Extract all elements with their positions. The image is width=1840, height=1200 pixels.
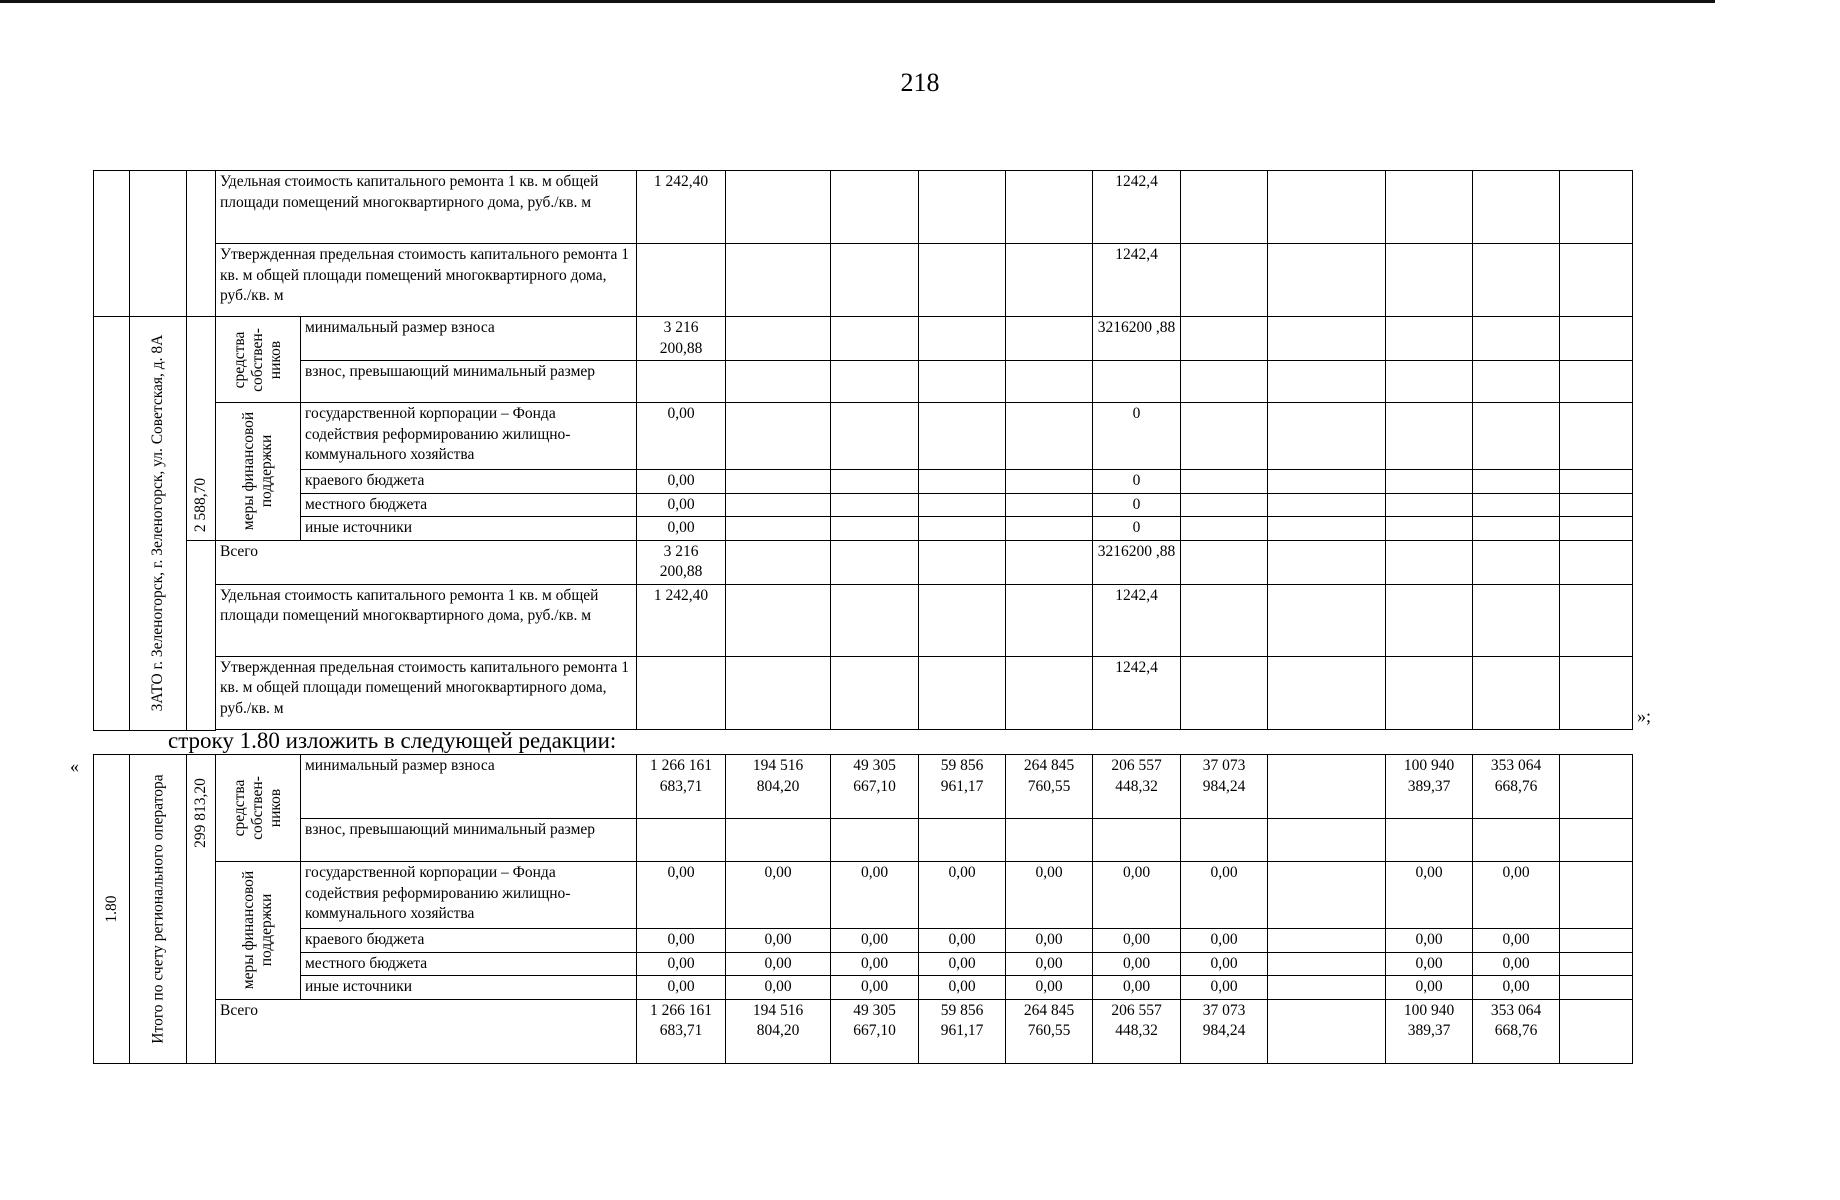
table-row: [94, 819, 1633, 862]
min-contribution-label: минимальный размер взноса: [301, 317, 637, 361]
other-c8: 0,00: [1386, 976, 1473, 1000]
other-c4: 0,00: [1006, 976, 1093, 1000]
table-row: [94, 540, 1633, 584]
house-address: ЗАТО г. Зеленогорск, г. Зеленогорск, ул. Советская, д. 8А: [130, 317, 187, 731]
state-c3: 0,00: [919, 862, 1006, 929]
min-c1: 194 516 804,20: [726, 755, 831, 819]
min-c6: 37 073 984,24: [1181, 755, 1268, 819]
total-label: Всего: [216, 540, 637, 584]
total-c7: [1268, 999, 1386, 1063]
state-corp-label: государственной корпорации – Фонда содействия реформированию жилищно-коммунального хозяйства: [301, 403, 637, 470]
regional-c6: 0,00: [1181, 929, 1268, 953]
cell-blank: [94, 317, 130, 731]
closing-quote: »;: [1637, 706, 1652, 726]
other-c10: [1560, 976, 1633, 1000]
state-corp-label: государственной корпорации – Фонда содействия реформированию жилищно-коммунального хозяйства: [301, 862, 637, 929]
max-cost-label: Утвержденная предельная стоимость капитального ремонта 1 кв. м общей площади помещений многоквартирного дома, руб./кв. м: [216, 244, 637, 317]
other-c7: [1268, 976, 1386, 1000]
regional-budget-total: 0,00: [637, 470, 726, 494]
table-row: [94, 171, 1633, 244]
state-c5: 0,00: [1093, 862, 1181, 929]
owners-funds-label: средства собствен-ников: [216, 755, 301, 862]
cost-per-sqm-total: 1 242,40: [637, 584, 726, 656]
state-c1: 0,00: [726, 862, 831, 929]
total-c2: 49 305 667,10: [831, 999, 919, 1063]
table-row: [94, 493, 1633, 517]
table-row: [94, 244, 1633, 317]
other-sources-total: 0,00: [637, 517, 726, 541]
min-c2: 49 305 667,10: [831, 755, 919, 819]
local-budget-col6: 0: [1093, 493, 1181, 517]
min-c9: 353 064 668,76: [1473, 755, 1560, 819]
total-c5: 206 557 448,32: [1093, 999, 1181, 1063]
regional-c3: 0,00: [919, 929, 1006, 953]
cell-blank: [187, 171, 216, 317]
table-house-8a: [93, 170, 1633, 731]
total-c9: 353 064 668,76: [1473, 999, 1560, 1063]
regional-c2: 0,00: [831, 929, 919, 953]
other-sources-label: иные источники: [301, 517, 637, 541]
regional-c10: [1560, 929, 1633, 953]
regional-budget-label: краевого бюджета: [301, 929, 637, 953]
regional-c9: 0,00: [1473, 929, 1560, 953]
other-sources-label: иные источники: [301, 976, 637, 1000]
table-row: [94, 929, 1633, 953]
local-c7: [1268, 952, 1386, 976]
cost-per-sqm-col6: 1242,4: [1093, 584, 1181, 656]
max-cost-col6: 1242,4: [1093, 244, 1181, 317]
other-c2: 0,00: [831, 976, 919, 1000]
cell-blank: [130, 171, 187, 317]
table-row-1-80: [93, 754, 1633, 1064]
row-name: Итого по счету регионального оператора: [130, 755, 187, 1064]
table-row: [94, 656, 1633, 729]
other-sources-col6: 0: [1093, 517, 1181, 541]
total-c3: 59 856 961,17: [919, 999, 1006, 1063]
table-row: [94, 999, 1633, 1063]
total-c1: 194 516 804,20: [726, 999, 831, 1063]
row-area: 299 813,20: [187, 755, 216, 1064]
state-c9: 0,00: [1473, 862, 1560, 929]
opening-quote: «: [70, 756, 79, 776]
total-c6: 37 073 984,24: [1181, 999, 1268, 1063]
table-row: [94, 862, 1633, 929]
table-row: [94, 470, 1633, 494]
max-cost-col6: 1242,4: [1093, 656, 1181, 729]
total-c10: [1560, 999, 1633, 1063]
local-c10: [1560, 952, 1633, 976]
table-row: [94, 403, 1633, 470]
table-row: [94, 584, 1633, 656]
local-budget-total: 0,00: [637, 493, 726, 517]
cost-per-sqm-total: 1 242,40: [637, 171, 726, 244]
state-c0: 0,00: [637, 862, 726, 929]
min-c8: 100 940 389,37: [1386, 755, 1473, 819]
min-c5: 206 557 448,32: [1093, 755, 1181, 819]
page-number: 218: [900, 68, 940, 97]
min-c10: [1560, 755, 1633, 819]
regional-c0: 0,00: [637, 929, 726, 953]
other-c5: 0,00: [1093, 976, 1181, 1000]
fin-support-label: меры финансовой поддержки: [216, 403, 301, 541]
other-c1: 0,00: [726, 976, 831, 1000]
over-min-label: взнос, превышающий минимальный размер: [301, 819, 637, 862]
local-budget-label: местного бюджета: [301, 952, 637, 976]
total-c0: 1 266 161 683,71: [637, 999, 726, 1063]
other-c6: 0,00: [1181, 976, 1268, 1000]
regional-c5: 0,00: [1093, 929, 1181, 953]
state-c7: [1268, 862, 1386, 929]
table-row: [94, 976, 1633, 1000]
fin-support-label: меры финансовой поддержки: [216, 862, 301, 1000]
min-c0: 1 266 161 683,71: [637, 755, 726, 819]
state-c8: 0,00: [1386, 862, 1473, 929]
total-col6: 3216200 ,88: [1093, 540, 1181, 584]
scan-edge-line: [0, 0, 1715, 3]
over-min-label: взнос, превышающий минимальный размер: [301, 361, 637, 403]
owners-funds-label: средства собствен-ников: [216, 317, 301, 403]
min-c4: 264 845 760,55: [1006, 755, 1093, 819]
total-c8: 100 940 389,37: [1386, 999, 1473, 1063]
local-c6: 0,00: [1181, 952, 1268, 976]
min-contribution-total: 3 216 200,88: [637, 317, 726, 361]
max-cost-label: Утвержденная предельная стоимость капитального ремонта 1 кв. м общей площади помещений многоквартирного дома, руб./кв. м: [216, 656, 637, 729]
state-c6: 0,00: [1181, 862, 1268, 929]
state-corp-total: 0,00: [637, 403, 726, 470]
table-row: [94, 317, 1633, 361]
row-number: 1.80: [94, 755, 130, 1064]
house-area: 2 588,70: [187, 540, 216, 730]
total-c4: 264 845 760,55: [1006, 999, 1093, 1063]
min-contribution-col6: 3216200 ,88: [1093, 317, 1181, 361]
table-row: [94, 952, 1633, 976]
local-budget-label: местного бюджета: [301, 493, 637, 517]
local-c0: 0,00: [637, 952, 726, 976]
local-c5: 0,00: [1093, 952, 1181, 976]
min-c3: 59 856 961,17: [919, 755, 1006, 819]
table-row: [94, 517, 1633, 541]
state-corp-col6: 0: [1093, 403, 1181, 470]
state-c2: 0,00: [831, 862, 919, 929]
other-c0: 0,00: [637, 976, 726, 1000]
local-c2: 0,00: [831, 952, 919, 976]
regional-c4: 0,00: [1006, 929, 1093, 953]
local-c8: 0,00: [1386, 952, 1473, 976]
table-row: [94, 755, 1633, 819]
other-c3: 0,00: [919, 976, 1006, 1000]
regional-budget-label: краевого бюджета: [301, 470, 637, 494]
local-c3: 0,00: [919, 952, 1006, 976]
caption: строку 1.80 изложить в следующей редакции:: [168, 728, 617, 753]
state-c4: 0,00: [1006, 862, 1093, 929]
min-c7: [1268, 755, 1386, 819]
total-label: Всего: [216, 999, 637, 1063]
table-row: [94, 361, 1633, 403]
local-c4: 0,00: [1006, 952, 1093, 976]
regional-c7: [1268, 929, 1386, 953]
other-c9: 0,00: [1473, 976, 1560, 1000]
regional-c8: 0,00: [1386, 929, 1473, 953]
total-total: 3 216 200,88: [637, 540, 726, 584]
cost-per-sqm-label: Удельная стоимость капитального ремонта 1 кв. м общей площади помещений многоквартирного дома, руб./кв. м: [216, 584, 637, 656]
regional-c1: 0,00: [726, 929, 831, 953]
cost-per-sqm-col6: 1242,4: [1093, 171, 1181, 244]
min-contribution-label: минимальный размер взноса: [301, 755, 637, 819]
cell-blank: [94, 171, 130, 317]
local-c9: 0,00: [1473, 952, 1560, 976]
cost-per-sqm-label: Удельная стоимость капитального ремонта 1 кв. м общей площади помещений многоквартирного дома, руб./кв. м: [216, 171, 637, 244]
regional-budget-col6: 0: [1093, 470, 1181, 494]
state-c10: [1560, 862, 1633, 929]
local-c1: 0,00: [726, 952, 831, 976]
